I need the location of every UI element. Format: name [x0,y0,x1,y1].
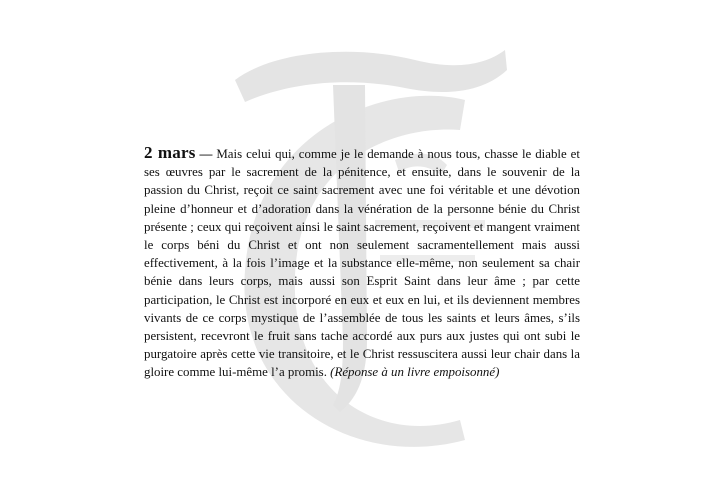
entry-body: Mais celui qui, comme je le demande à nous tous, chasse le diable et ses œuvres par le sacrement de la pénitence, et ensuite, dans le souvenir de la passion du Christ, reçoit ce saint sacrement avec une foi véritable et une dévotion pleine d’honneur et d’adoration dans la vénération de la personne bénie du Christ présente ; ceux qui reçoivent ainsi le saint sacrement, reçoivent et mangent vraiment le corps béni du Christ et ont non seulement sacramentellement mais aussi effectivement, à la fois l’image et la substance elle-même, non seulement sa chair bénie dans leurs corps, mais aussi son Esprit Saint dans leur âme ; par cette participation, le Christ est incorporé en eux et eux en lui, et ils deviennent membres vivants de ce corps mystique de l’assemblée de tous les saints et leurs âmes, s’ils persistent, recevront le fruit sans tache accordé aux purs aux justes qui ont subi le purgatoire après cette vie transitoire, et le Christ ressuscitera aussi leur chair dans la gloire comme lui-même l’a promis. [144,147,580,380]
entry-date: 2 mars [144,143,196,162]
entry-source: (Réponse à un livre empoisonné) [330,365,500,380]
entry-dash: — [199,147,213,161]
passage-text [144,144,580,382]
